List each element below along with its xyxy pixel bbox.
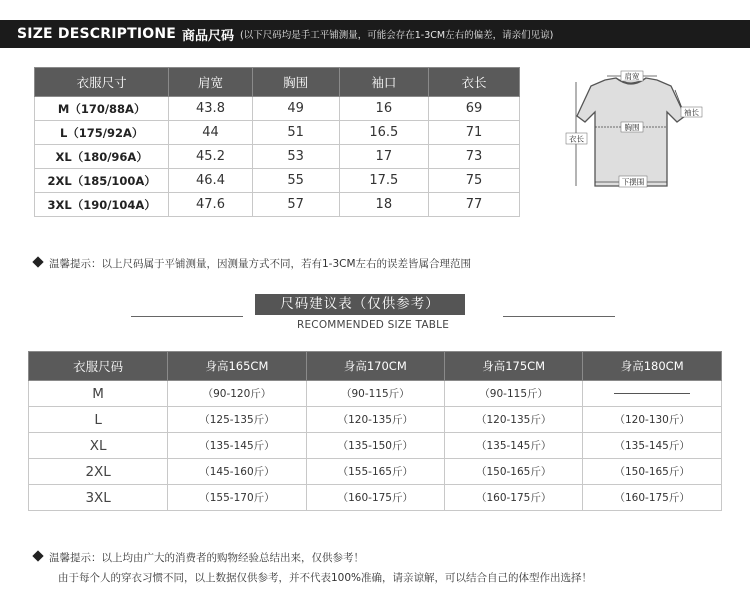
recommendation-note-line2: 由于每个人的穿衣习惯不同，以上数据仅供参考，并不代表100%准确，请亲谅解，可以结合自己的体型作出选择！ xyxy=(58,572,593,584)
shoulder-cell: 43.8 xyxy=(169,97,252,121)
header-subtitle: (以下尺码均是手工平铺测量，可能会存在1-3CM左右的偏差，请亲们见谅) xyxy=(240,30,554,41)
weight-cell: （150-165斤） xyxy=(583,459,722,485)
table-row xyxy=(29,433,722,459)
shoulder-label: 肩宽 xyxy=(624,72,640,81)
header-bar xyxy=(0,20,750,48)
rec-size-cell: L xyxy=(29,407,168,433)
size-table-header-row xyxy=(35,68,520,97)
measurement-note xyxy=(34,256,471,271)
rec-header-cell: 身高170CM xyxy=(306,352,444,381)
section-subtitle: RECOMMENDED SIZE TABLE xyxy=(296,319,450,331)
length-cell: 73 xyxy=(428,145,519,169)
recommendation-note xyxy=(34,548,592,588)
header-title-cn: 商品尺码 xyxy=(182,28,235,44)
length-label: 衣长 xyxy=(569,134,584,144)
recommended-size-table xyxy=(28,351,722,511)
weight-cell: （150-165斤） xyxy=(444,459,582,485)
header-title-en: SIZE DESCRIPTIONE xyxy=(17,26,177,42)
size-header-cell: 胸围 xyxy=(252,68,339,97)
weight-cell: （160-175斤） xyxy=(306,485,444,511)
table-row xyxy=(29,381,722,407)
weight-cell: （90-115斤） xyxy=(444,381,582,407)
size-header-cell: 衣长 xyxy=(428,68,519,97)
cuff-cell: 18 xyxy=(339,193,428,217)
size-table xyxy=(34,67,520,217)
shoulder-cell: 47.6 xyxy=(169,193,252,217)
weight-cell: （155-170斤） xyxy=(168,485,306,511)
rec-size-cell: M xyxy=(29,381,168,407)
chest-cell: 51 xyxy=(252,121,339,145)
shoulder-cell: 44 xyxy=(169,121,252,145)
table-row xyxy=(29,485,722,511)
table-row xyxy=(29,459,722,485)
weight-cell: （135-145斤） xyxy=(444,433,582,459)
weight-cell-empty xyxy=(583,381,722,407)
weight-cell: （125-135斤） xyxy=(168,407,306,433)
bullet-icon xyxy=(32,256,43,267)
rec-header-cell: 身高165CM xyxy=(168,352,306,381)
rec-size-cell: 3XL xyxy=(29,485,168,511)
size-cell: 2XL（185/100A） xyxy=(35,169,169,193)
weight-cell: （90-120斤） xyxy=(168,381,306,407)
divider-left xyxy=(131,316,243,317)
cuff-cell: 17.5 xyxy=(339,169,428,193)
hem-label: 下摆围 xyxy=(621,177,645,187)
chest-cell: 55 xyxy=(252,169,339,193)
weight-cell: （135-145斤） xyxy=(168,433,306,459)
size-header-cell: 衣服尺寸 xyxy=(35,68,169,97)
size-header-cell: 肩宽 xyxy=(169,68,252,97)
size-header-cell: 袖口 xyxy=(339,68,428,97)
table-row xyxy=(35,169,520,193)
cuff-cell: 17 xyxy=(339,145,428,169)
length-cell: 69 xyxy=(428,97,519,121)
weight-cell: （160-175斤） xyxy=(583,485,722,511)
size-cell: L（175/92A） xyxy=(35,121,169,145)
chest-cell: 49 xyxy=(252,97,339,121)
weight-cell: （120-130斤） xyxy=(583,407,722,433)
chest-label: 胸围 xyxy=(624,123,640,132)
length-cell: 77 xyxy=(428,193,519,217)
measurement-note-text: 温馨提示：以上尺码属于平铺测量，因测量方式不同，若有1-3CM左右的误差皆属合理范围 xyxy=(49,258,472,270)
rec-size-cell: XL xyxy=(29,433,168,459)
divider-right xyxy=(503,316,615,317)
table-row xyxy=(29,407,722,433)
chest-cell: 57 xyxy=(252,193,339,217)
weight-cell: （160-175斤） xyxy=(444,485,582,511)
recommendation-note-line1: 温馨提示：以上均由广大的消费者的购物经验总结出来，仅供参考！ xyxy=(49,552,364,564)
weight-cell: （120-135斤） xyxy=(444,407,582,433)
size-cell: XL（180/96A） xyxy=(35,145,169,169)
table-row xyxy=(35,97,520,121)
weight-cell: （145-160斤） xyxy=(168,459,306,485)
weight-cell: （135-150斤） xyxy=(306,433,444,459)
tshirt-diagram xyxy=(564,64,706,194)
weight-cell: （120-135斤） xyxy=(306,407,444,433)
rec-size-cell: 2XL xyxy=(29,459,168,485)
cuff-cell: 16.5 xyxy=(339,121,428,145)
length-cell: 75 xyxy=(428,169,519,193)
weight-cell: （135-145斤） xyxy=(583,433,722,459)
bullet-icon xyxy=(32,550,43,561)
weight-cell: （155-165斤） xyxy=(306,459,444,485)
shoulder-cell: 45.2 xyxy=(169,145,252,169)
rec-table-header-row xyxy=(29,352,722,381)
cuff-cell: 16 xyxy=(339,97,428,121)
table-row xyxy=(35,193,520,217)
chest-cell: 53 xyxy=(252,145,339,169)
section-title: 尺码建议表（仅供参考） xyxy=(255,294,465,315)
length-cell: 71 xyxy=(428,121,519,145)
size-cell: 3XL（190/104A） xyxy=(35,193,169,217)
size-cell: M（170/88A） xyxy=(35,97,169,121)
sleeve-label: 袖长 xyxy=(684,108,699,117)
weight-cell: （90-115斤） xyxy=(306,381,444,407)
table-row xyxy=(35,121,520,145)
rec-header-cell: 身高180CM xyxy=(583,352,722,381)
shoulder-cell: 46.4 xyxy=(169,169,252,193)
rec-header-cell: 身高175CM xyxy=(444,352,582,381)
dash-line xyxy=(614,393,690,394)
table-row xyxy=(35,145,520,169)
rec-header-cell: 衣服尺码 xyxy=(29,352,168,381)
